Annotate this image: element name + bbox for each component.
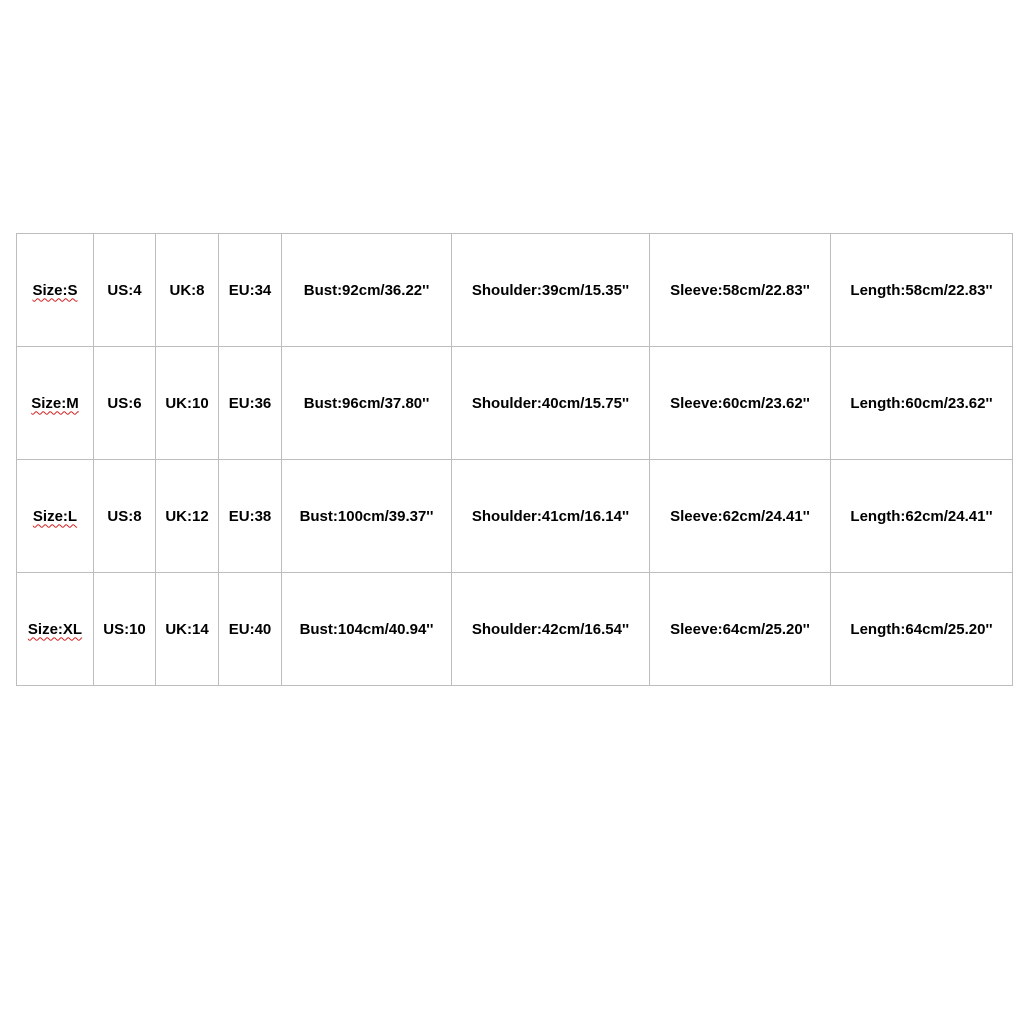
uk-size-cell: UK:8	[156, 234, 219, 347]
us-size-cell: US:4	[94, 234, 156, 347]
size-row-xl	[17, 573, 1013, 686]
bust-cell: Bust:104cm/40.94''	[282, 573, 452, 686]
sleeve-cell: Sleeve:62cm/24.41''	[650, 460, 831, 573]
size-chart-table	[16, 233, 1013, 686]
size-label: Size:XL	[27, 620, 83, 638]
bust-cell: Bust:96cm/37.80''	[282, 347, 452, 460]
length-cell: Length:62cm/24.41''	[831, 460, 1013, 573]
eu-size-cell: EU:36	[219, 347, 282, 460]
size-row-s	[17, 234, 1013, 347]
shoulder-cell: Shoulder:40cm/15.75''	[452, 347, 650, 460]
sleeve-cell: Sleeve:58cm/22.83''	[650, 234, 831, 347]
sleeve-cell: Sleeve:64cm/25.20''	[650, 573, 831, 686]
uk-size-cell: UK:12	[156, 460, 219, 573]
uk-size-cell: UK:10	[156, 347, 219, 460]
size-label: Size:S	[32, 281, 78, 299]
size-row-l	[17, 460, 1013, 573]
eu-size-cell: EU:40	[219, 573, 282, 686]
length-cell: Length:60cm/23.62''	[831, 347, 1013, 460]
bust-cell: Bust:92cm/36.22''	[282, 234, 452, 347]
length-cell: Length:64cm/25.20''	[831, 573, 1013, 686]
us-size-cell: US:8	[94, 460, 156, 573]
shoulder-cell: Shoulder:42cm/16.54''	[452, 573, 650, 686]
sleeve-cell: Sleeve:60cm/23.62''	[650, 347, 831, 460]
size-label: Size:L	[32, 507, 78, 525]
us-size-cell: US:10	[94, 573, 156, 686]
uk-size-cell: UK:14	[156, 573, 219, 686]
bust-cell: Bust:100cm/39.37''	[282, 460, 452, 573]
size-label: Size:M	[31, 394, 79, 412]
eu-size-cell: EU:38	[219, 460, 282, 573]
us-size-cell: US:6	[94, 347, 156, 460]
eu-size-cell: EU:34	[219, 234, 282, 347]
shoulder-cell: Shoulder:39cm/15.35''	[452, 234, 650, 347]
size-row-m	[17, 347, 1013, 460]
shoulder-cell: Shoulder:41cm/16.14''	[452, 460, 650, 573]
length-cell: Length:58cm/22.83''	[831, 234, 1013, 347]
